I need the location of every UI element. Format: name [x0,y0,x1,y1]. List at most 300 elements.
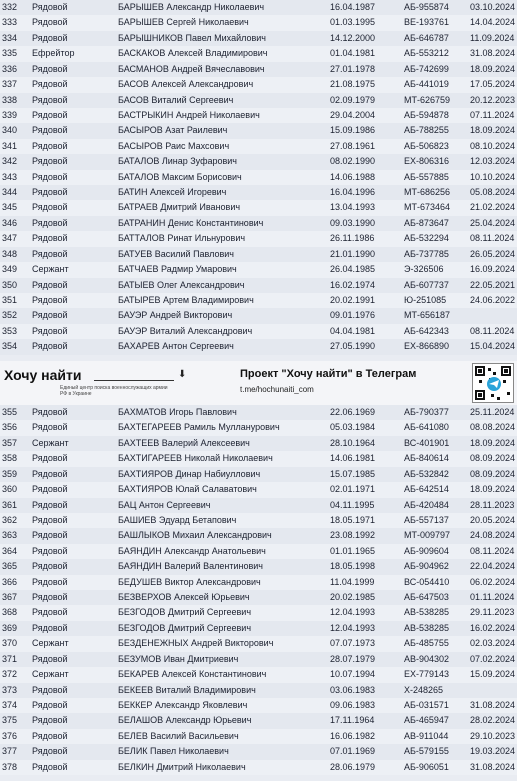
document-number-cell: АБ-607737 [404,279,449,290]
full-name-cell: БЕЗВЕРХОВ Алексей Юрьевич [118,592,250,603]
project-title: Проект "Хочу найти" в Телеграм [240,368,417,380]
birth-date-cell: 14.12.2000 [330,32,376,43]
table-row [0,698,517,713]
rank-cell: Рядовой [32,422,68,433]
full-name-cell: БАТАЛОВ Линар Зуфарович [118,156,237,167]
birth-date-cell: 28.10.1964 [330,437,376,448]
record-date-cell: 08.09.2024 [470,468,516,479]
rank-cell: Рядовой [32,341,68,352]
record-date-cell: 08.09.2024 [470,453,516,464]
birth-date-cell: 12.04.1993 [330,607,376,618]
birth-date-cell: 20.02.1985 [330,592,376,603]
record-date-cell: 05.08.2024 [470,187,516,198]
full-name-cell: БАСТРЫКИН Андрей Николаевич [118,109,260,120]
table-row [0,498,517,513]
rank-cell: Рядовой [32,607,68,618]
full-name-cell: БАХАРЕВ Антон Сергеевич [118,341,234,352]
full-name-cell: БАУЭР Андрей Викторович [118,310,233,321]
document-number-cell: МТ-626759 [404,94,451,105]
birth-date-cell: 29.04.2004 [330,109,376,120]
location-pin-icon: ⬇ [178,369,187,380]
document-number-cell: АБ-557885 [404,171,449,182]
rank-cell: Рядовой [32,295,68,306]
birth-date-cell: 16.04.1996 [330,187,376,198]
document-number-cell: АБ-840614 [404,453,449,464]
birth-date-cell: 28.07.1979 [330,653,376,664]
table-row [0,482,517,497]
row-number-cell: 332 [2,2,18,12]
rank-cell: Рядовой [32,407,68,417]
rank-cell: Рядовой [32,499,68,510]
row-number-cell: 353 [2,325,18,336]
full-name-cell: БАСМАНОВ Андрей Вячеславович [118,63,265,74]
table-row [0,744,517,759]
record-date-cell: 31.08.2024 [470,48,516,59]
rank-cell: Рядовой [32,684,68,695]
rank-cell: Рядовой [32,310,68,321]
birth-date-cell: 01.03.1995 [330,17,376,28]
birth-date-cell: 12.04.1993 [330,622,376,633]
table-row [0,513,517,528]
document-number-cell: АВ-538285 [404,607,450,618]
brand-logo-text: Хочу найти [4,367,82,383]
rank-cell: Рядовой [32,561,68,572]
record-date-cell: 01.11.2024 [470,592,515,603]
table-row [0,451,517,466]
row-number-cell: 366 [2,576,18,587]
table-row [0,590,517,605]
rank-cell: Сержант [32,669,69,680]
birth-date-cell: 03.06.1983 [330,684,376,695]
full-name-cell: БЕЗУМОВ Иван Дмитриевич [118,653,239,664]
document-number-cell: ЕХ-866890 [404,341,450,352]
birth-date-cell: 16.02.1974 [330,279,376,290]
table-row [0,405,517,420]
rank-cell: Рядовой [32,325,68,336]
rank-cell: Рядовой [32,187,68,198]
record-date-cell: 18.09.2024 [470,484,516,495]
row-number-cell: 355 [2,407,18,417]
rank-cell: Рядовой [32,576,68,587]
rank-cell: Рядовой [32,715,68,726]
row-number-cell: 342 [2,156,18,167]
document-number-cell: АБ-742699 [404,63,449,74]
record-date-cell: 25.04.2024 [470,217,516,228]
birth-date-cell: 04.11.1995 [330,499,375,510]
row-number-cell: 345 [2,202,18,213]
row-number-cell: 351 [2,295,18,306]
row-number-cell: 360 [2,484,18,495]
table-row [0,77,517,92]
full-name-cell: БАХТИГАРЕЕВ Николай Николаевич [118,453,273,464]
birth-date-cell: 21.01.1990 [330,248,376,259]
record-date-cell: 22.04.2024 [470,561,516,572]
document-number-cell: ВЕ-193761 [404,17,450,28]
row-number-cell: 370 [2,638,18,649]
full-name-cell: БАТАЛОВ Максим Борисович [118,171,242,182]
table-row [0,170,517,185]
rank-cell: Рядовой [32,79,68,90]
table-row [0,559,517,574]
document-number-cell: АВ-904302 [404,653,450,664]
record-date-cell: 22.05.2021 [470,279,516,290]
record-date-cell: 18.09.2024 [470,63,516,74]
row-number-cell: 373 [2,684,18,695]
row-number-cell: 347 [2,233,18,244]
birth-date-cell: 08.02.1990 [330,156,376,167]
row-number-cell: 367 [2,592,18,603]
full-name-cell: БАУЭР Виталий Александрович [118,325,253,336]
rank-cell: Рядовой [32,63,68,74]
record-date-cell: 31.08.2024 [470,700,516,711]
full-name-cell: БЕЗГОДОВ Дмитрий Сергеевич [118,622,252,633]
document-number-cell: Х-248265 [404,684,444,695]
birth-date-cell: 16.06.1982 [330,730,376,741]
record-date-cell: 28.11.2023 [470,499,515,510]
record-date-cell: 31.08.2024 [470,761,516,772]
table-row [0,544,517,559]
rank-cell: Сержант [32,264,69,275]
record-date-cell: 14.04.2024 [470,17,516,28]
document-number-cell: АБ-909604 [404,545,449,556]
brand-subtitle: Единый центр поиска военнослужащих армии РФ в Украине [60,385,168,397]
record-date-cell: 03.10.2024 [470,2,516,12]
table-row [0,62,517,77]
birth-date-cell: 15.09.1986 [330,125,376,136]
rank-cell: Рядовой [32,514,68,525]
row-number-cell: 361 [2,499,18,510]
row-number-cell: 357 [2,437,18,448]
full-name-cell: БАТЫРЕВ Артем Владимирович [118,295,254,306]
birth-date-cell: 15.07.1985 [330,468,376,479]
row-number-cell: 368 [2,607,18,618]
full-name-cell: БАТУЕВ Василий Павлович [118,248,234,259]
table-row [0,420,517,435]
full-name-cell: БАСОВ Виталий Сергеевич [118,94,234,105]
promo-banner [0,361,517,405]
document-number-cell: АБ-465947 [404,715,449,726]
record-date-cell: 26.05.2024 [470,248,516,259]
document-number-cell: АБ-646787 [404,32,449,43]
document-number-cell: МТ-673464 [404,202,451,213]
row-number-cell: 376 [2,730,18,741]
rank-cell: Рядовой [32,32,68,43]
document-number-cell: АБ-031571 [404,700,449,711]
record-date-cell: 12.03.2024 [470,156,516,167]
full-name-cell: БЕЛКИН Дмитрий Николаевич [118,761,246,772]
birth-date-cell: 09.01.1976 [330,310,376,321]
row-number-cell: 359 [2,468,18,479]
rank-cell: Ефрейтор [32,48,75,59]
row-number-cell: 350 [2,279,18,290]
record-date-cell: 11.09.2024 [470,32,515,43]
row-number-cell: 375 [2,715,18,726]
full-name-cell: БАТИН Алексей Игоревич [118,187,227,198]
table-row [0,216,517,231]
birth-date-cell: 01.04.1981 [330,48,376,59]
record-date-cell: 08.08.2024 [470,422,516,433]
table-row [0,278,517,293]
row-number-cell: 378 [2,761,18,772]
table-row [0,31,517,46]
birth-date-cell: 10.07.1994 [330,669,376,680]
full-name-cell: БАХТЕЕВ Валерий Алексеевич [118,437,250,448]
telegram-link[interactable]: t.me/hochunaiti_com [240,385,314,394]
document-number-cell: АБ-642514 [404,484,449,495]
full-name-cell: БАЯНДИН Валерий Валентинович [118,561,263,572]
document-number-cell: ЕХ-779143 [404,669,450,680]
full-name-cell: БАТТАЛОВ Ринат Ильнурович [118,233,246,244]
full-name-cell: БЕЛЕВ Василий Васильевич [118,730,239,741]
birth-date-cell: 09.06.1983 [330,700,376,711]
document-number-cell: АБ-557137 [404,514,449,525]
document-number-cell: ВС-401901 [404,437,450,448]
birth-date-cell: 17.11.1964 [330,715,375,726]
table-row [0,760,517,775]
document-number-cell: АБ-579155 [404,746,449,757]
birth-date-cell: 13.04.1993 [330,202,376,213]
row-number-cell: 352 [2,310,18,321]
table-row [0,636,517,651]
birth-date-cell: 18.05.1971 [330,514,376,525]
birth-date-cell: 23.08.1992 [330,530,376,541]
row-number-cell: 372 [2,669,18,680]
row-number-cell: 374 [2,700,18,711]
rank-cell: Сержант [32,437,69,448]
table-row [0,108,517,123]
table-row [0,621,517,636]
row-number-cell: 369 [2,622,18,633]
full-name-cell: БАШЛЫКОВ Михаил Александрович [118,530,272,541]
birth-date-cell: 22.06.1969 [330,407,376,417]
full-name-cell: БЕЛИК Павел Николаевич [118,746,229,757]
full-name-cell: БЕКАРЕВ Алексей Константинович [118,669,267,680]
birth-date-cell: 28.06.1979 [330,761,376,772]
birth-date-cell: 01.01.1965 [330,545,376,556]
document-number-cell: АБ-641080 [404,422,449,433]
document-number-cell: АБ-904962 [404,561,449,572]
document-number-cell: Ю-251085 [404,295,447,306]
document-number-cell: АВ-538285 [404,622,450,633]
table-row [0,605,517,620]
birth-date-cell: 07.01.1969 [330,746,376,757]
table-row [0,324,517,339]
rank-cell: Рядовой [32,171,68,182]
record-date-cell: 29.11.2023 [470,607,515,618]
record-date-cell: 15.09.2024 [470,669,516,680]
table-row [0,139,517,154]
table-row [0,293,517,308]
row-number-cell: 348 [2,248,18,259]
birth-date-cell: 26.04.1985 [330,264,376,275]
row-number-cell: 354 [2,341,18,352]
full-name-cell: БЕДУШЕВ Виктор Александрович [118,576,261,587]
birth-date-cell: 07.07.1973 [330,638,376,649]
record-date-cell: 15.04.2024 [470,341,516,352]
rank-cell: Рядовой [32,545,68,556]
rank-cell: Рядовой [32,94,68,105]
rank-cell: Рядовой [32,202,68,213]
table-row [0,436,517,451]
row-number-cell: 333 [2,17,18,28]
full-name-cell: БАЦ Антон Сергеевич [118,499,211,510]
rank-cell: Рядовой [32,700,68,711]
record-date-cell: 10.10.2024 [470,171,516,182]
table-row [0,729,517,744]
birth-date-cell: 14.06.1988 [330,171,376,182]
table-row [0,93,517,108]
document-number-cell: АБ-594878 [404,109,449,120]
table-row [0,652,517,667]
row-number-cell: 362 [2,514,18,525]
document-number-cell: АБ-647503 [404,592,449,603]
records-table-top [0,0,517,355]
row-number-cell: 341 [2,140,18,151]
record-date-cell: 08.10.2024 [470,140,516,151]
row-number-cell: 343 [2,171,18,182]
table-row [0,713,517,728]
birth-date-cell: 02.09.1979 [330,94,376,105]
full-name-cell: БАТРАЕВ Дмитрий Иванович [118,202,241,213]
record-date-cell: 24.06.2022 [470,295,516,306]
birth-date-cell: 09.03.1990 [330,217,376,228]
full-name-cell: БАРЫШЕВ Александр Николаевич [118,2,265,12]
table-row [0,339,517,354]
document-number-cell: АБ-873647 [404,217,449,228]
record-date-cell: 06.02.2024 [470,576,516,587]
full-name-cell: БАСЫРОВ Азат Раилевич [118,125,228,136]
document-number-cell: ЕХ-806316 [404,156,450,167]
row-number-cell: 364 [2,545,18,556]
record-date-cell: 07.11.2024 [470,109,515,120]
birth-date-cell: 05.03.1984 [330,422,376,433]
document-number-cell: АБ-790377 [404,407,449,417]
record-date-cell: 29.10.2023 [470,730,516,741]
record-date-cell: 18.09.2024 [470,125,516,136]
table-row [0,0,517,15]
table-row [0,46,517,61]
full-name-cell: БАХТИЯРОВ Юлай Салаватович [118,484,257,495]
document-number-cell: МТ-686256 [404,187,451,198]
rank-cell: Рядовой [32,453,68,464]
rank-cell: Рядовой [32,217,68,228]
rank-cell: Рядовой [32,730,68,741]
record-date-cell: 19.03.2024 [470,746,516,757]
full-name-cell: БАРЫШЕВ Сергей Николаевич [118,17,249,28]
document-number-cell: АБ-532294 [404,233,449,244]
table-row [0,200,517,215]
rank-cell: Рядовой [32,248,68,259]
birth-date-cell: 27.01.1978 [330,63,376,74]
full-name-cell: БАСОВ Алексей Александрович [118,79,254,90]
row-number-cell: 363 [2,530,18,541]
document-number-cell: АБ-420484 [404,499,449,510]
row-number-cell: 346 [2,217,18,228]
table-row [0,247,517,262]
document-number-cell: АВ-911044 [404,730,449,741]
full-name-cell: БАХМАТОВ Игорь Павлович [118,407,237,417]
record-date-cell: 02.03.2024 [470,638,516,649]
record-date-cell: 07.02.2024 [470,653,516,664]
full-name-cell: БАХТИЯРОВ Динар Набиуллович [118,468,261,479]
rank-cell: Рядовой [32,622,68,633]
full-name-cell: БАТРАНИН Денис Константинович [118,217,264,228]
table-row [0,123,517,138]
rank-cell: Рядовой [32,530,68,541]
row-number-cell: 344 [2,187,18,198]
full-name-cell: БАСЫРОВ Раис Махсович [118,140,230,151]
rank-cell: Рядовой [32,484,68,495]
row-number-cell: 356 [2,422,18,433]
record-date-cell: 28.02.2024 [470,715,516,726]
birth-date-cell: 16.04.1987 [330,2,376,12]
document-number-cell: МТ-656187 [404,310,451,321]
table-row [0,185,517,200]
document-number-cell: Э-326506 [404,264,444,275]
birth-date-cell: 14.06.1981 [330,453,376,464]
document-number-cell: АБ-737785 [404,248,449,259]
rank-cell: Рядовой [32,746,68,757]
full-name-cell: БАЯНДИН Александр Анатольевич [118,545,266,556]
telegram-icon [487,377,501,391]
document-number-cell: МТ-009797 [404,530,451,541]
document-number-cell: АБ-506823 [404,140,449,151]
record-date-cell: 16.02.2024 [470,622,516,633]
rank-cell: Рядовой [32,653,68,664]
record-date-cell: 16.09.2024 [470,264,516,275]
rank-cell: Рядовой [32,125,68,136]
table-row [0,308,517,323]
record-date-cell: 18.09.2024 [470,437,516,448]
table-row [0,667,517,682]
full-name-cell: БАРЫШНИКОВ Павел Михайлович [118,32,266,43]
row-number-cell: 338 [2,94,18,105]
record-date-cell: 20.05.2024 [470,514,516,525]
row-number-cell: 334 [2,32,18,43]
rank-cell: Рядовой [32,468,68,479]
full-name-cell: БАТЫЕВ Олег Александрович [118,279,245,290]
rank-cell: Рядовой [32,233,68,244]
table-row [0,575,517,590]
table-row [0,467,517,482]
record-date-cell: 20.12.2023 [470,94,516,105]
full-name-cell: БЕЗГОДОВ Дмитрий Сергеевич [118,607,252,618]
rank-cell: Рядовой [32,279,68,290]
birth-date-cell: 18.05.1998 [330,561,376,572]
birth-date-cell: 11.04.1999 [330,576,375,587]
table-row [0,154,517,169]
full-name-cell: БАХТЕГАРЕЕВ Рамиль Мулланурович [118,422,280,433]
document-number-cell: АБ-906051 [404,761,449,772]
birth-date-cell: 02.01.1971 [330,484,376,495]
record-date-cell: 08.11.2024 [470,233,515,244]
document-number-cell: АБ-553212 [404,48,449,59]
row-number-cell: 336 [2,63,18,74]
birth-date-cell: 27.05.1990 [330,341,376,352]
rank-cell: Сержант [32,638,69,649]
birth-date-cell: 04.04.1981 [330,325,376,336]
brand-underline [94,380,174,381]
row-number-cell: 371 [2,653,18,664]
record-date-cell: 17.05.2024 [470,79,516,90]
rank-cell: Рядовой [32,109,68,120]
table-row [0,15,517,30]
record-date-cell: 08.11.2024 [470,325,515,336]
table-row [0,683,517,698]
row-number-cell: 337 [2,79,18,90]
records-table-bottom [0,405,517,775]
document-number-cell: АБ-642343 [404,325,449,336]
